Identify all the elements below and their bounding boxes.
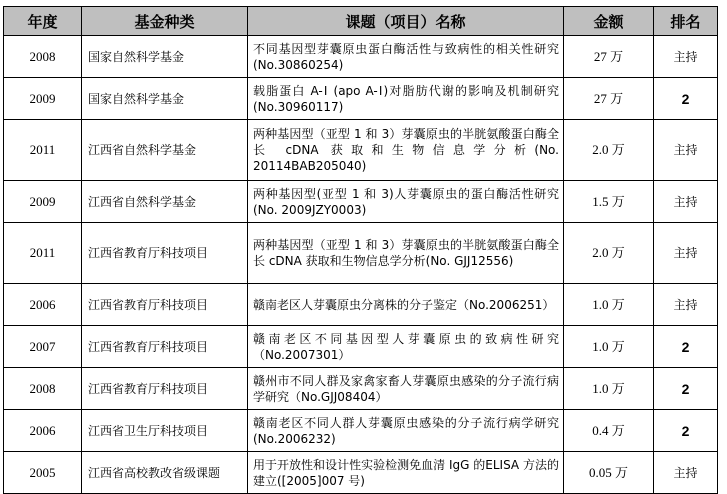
amount-cell: 1.0 万 bbox=[564, 368, 654, 410]
year-cell: 2009 bbox=[4, 78, 82, 120]
fund-cell: 国家自然科学基金 bbox=[82, 36, 248, 78]
table-row bbox=[4, 452, 718, 494]
rank-cell: 2 bbox=[654, 78, 718, 120]
year-cell: 2007 bbox=[4, 326, 82, 368]
fund-cell: 江西省高校教改省级课题 bbox=[82, 452, 248, 494]
year-cell: 2011 bbox=[4, 223, 82, 284]
table-row bbox=[4, 78, 718, 120]
year-cell: 2005 bbox=[4, 452, 82, 494]
title-cell: 赣州市不同人群及家禽家畜人芽囊原虫感染的分子流行病学研究（No.GJJ08404） bbox=[248, 368, 564, 410]
amount-cell: 1.0 万 bbox=[564, 326, 654, 368]
fund-cell: 江西省自然科学基金 bbox=[82, 181, 248, 223]
table-row bbox=[4, 410, 718, 452]
title-cell: 赣南老区不同人群人芽囊原虫感染的分子流行病学研究(No.2006232) bbox=[248, 410, 564, 452]
year-cell: 2008 bbox=[4, 36, 82, 78]
header-fund: 基金种类 bbox=[82, 7, 248, 36]
header-year: 年度 bbox=[4, 7, 82, 36]
table-row bbox=[4, 284, 718, 326]
rank-cell: 主持 bbox=[654, 181, 718, 223]
grant-table bbox=[3, 6, 718, 494]
title-cell: 赣南老区不同基因型人芽囊原虫的致病性研究（No.2007301） bbox=[248, 326, 564, 368]
amount-cell: 27 万 bbox=[564, 36, 654, 78]
amount-cell: 27 万 bbox=[564, 78, 654, 120]
title-cell: 两种基因型(亚型 1 和 3)人芽囊原虫的蛋白酶活性研究(No. 2009JZY0003) bbox=[248, 181, 564, 223]
header-title: 课题（项目）名称 bbox=[248, 7, 564, 36]
amount-cell: 2.0 万 bbox=[564, 120, 654, 181]
rank-cell: 2 bbox=[654, 368, 718, 410]
grant-table-container bbox=[3, 6, 718, 494]
amount-cell: 1.5 万 bbox=[564, 181, 654, 223]
fund-cell: 江西省教育厅科技项目 bbox=[82, 368, 248, 410]
table-row bbox=[4, 326, 718, 368]
title-cell: 不同基因型芽囊原虫蛋白酶活性与致病性的相关性研究(No.30860254) bbox=[248, 36, 564, 78]
year-cell: 2008 bbox=[4, 368, 82, 410]
table-row bbox=[4, 120, 718, 181]
rank-cell: 2 bbox=[654, 410, 718, 452]
rank-cell: 主持 bbox=[654, 223, 718, 284]
amount-cell: 0.4 万 bbox=[564, 410, 654, 452]
title-cell: 载脂蛋白 A-Ⅰ (apo A-Ⅰ)对脂肪代谢的影响及机制研究(No.30960117) bbox=[248, 78, 564, 120]
year-cell: 2009 bbox=[4, 181, 82, 223]
fund-cell: 江西省卫生厅科技项目 bbox=[82, 410, 248, 452]
table-row bbox=[4, 36, 718, 78]
table-row bbox=[4, 368, 718, 410]
rank-cell: 主持 bbox=[654, 284, 718, 326]
table-row bbox=[4, 223, 718, 284]
title-cell: 两种基因型（亚型 1 和 3）芽囊原虫的半胱氨酸蛋白酶全长 cDNA 获取和生物信息学分析(No. GJJ12556) bbox=[248, 223, 564, 284]
title-cell: 赣南老区人芽囊原虫分离株的分子鉴定（No.2006251） bbox=[248, 284, 564, 326]
fund-cell: 江西省教育厅科技项目 bbox=[82, 284, 248, 326]
table-row bbox=[4, 181, 718, 223]
rank-cell: 主持 bbox=[654, 120, 718, 181]
header-rank: 排名 bbox=[654, 7, 718, 36]
title-cell: 两种基因型（亚型 1 和 3）芽囊原虫的半胱氨酸蛋白酶全长 cDNA 获取和生物信息学分析(No. 20114BAB205040) bbox=[248, 120, 564, 181]
rank-cell: 2 bbox=[654, 326, 718, 368]
year-cell: 2006 bbox=[4, 410, 82, 452]
rank-cell: 主持 bbox=[654, 452, 718, 494]
fund-cell: 江西省教育厅科技项目 bbox=[82, 326, 248, 368]
year-cell: 2006 bbox=[4, 284, 82, 326]
header-amount: 金额 bbox=[564, 7, 654, 36]
rank-cell: 主持 bbox=[654, 36, 718, 78]
fund-cell: 国家自然科学基金 bbox=[82, 78, 248, 120]
title-cell: 用于开放性和设计性实验检测免血清 IgG 的ELISA 方法的建立([2005]007 号) bbox=[248, 452, 564, 494]
amount-cell: 2.0 万 bbox=[564, 223, 654, 284]
header-row bbox=[4, 7, 718, 36]
amount-cell: 1.0 万 bbox=[564, 284, 654, 326]
fund-cell: 江西省自然科学基金 bbox=[82, 120, 248, 181]
year-cell: 2011 bbox=[4, 120, 82, 181]
fund-cell: 江西省教育厅科技项目 bbox=[82, 223, 248, 284]
amount-cell: 0.05 万 bbox=[564, 452, 654, 494]
